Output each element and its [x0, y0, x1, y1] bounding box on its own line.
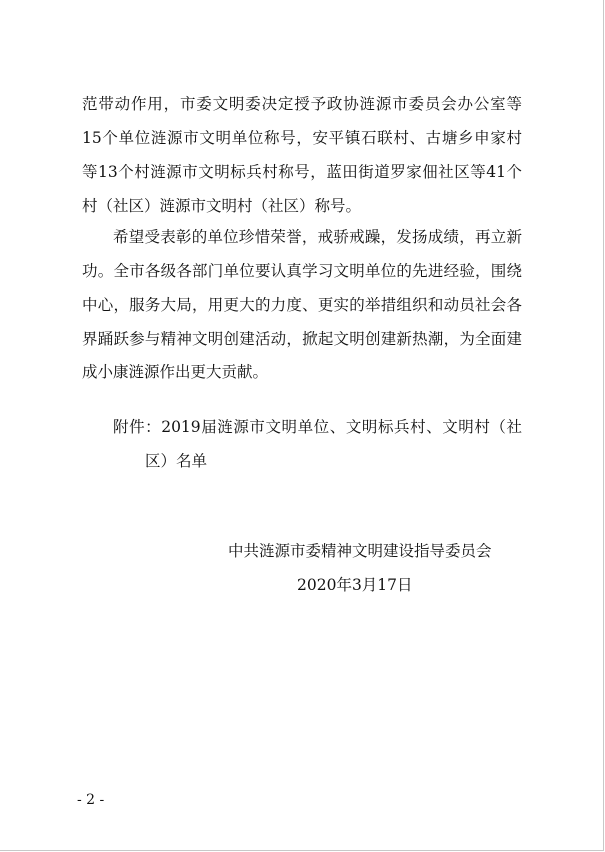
paragraph-1-line-4: 村（社区）涟源市文明村（社区）称号。: [82, 197, 362, 215]
attachment-line-2: 区）名单: [145, 452, 208, 470]
paragraph-2-line-2: 功。全市各级各部门单位要认真学习文明单位的先进经验，围绕: [82, 262, 522, 280]
paragraph-2-line-5: 成小康涟源作出更大贡献。: [82, 363, 269, 381]
paragraph-1-line-1: 范带动作用，市委文明委决定授予政协涟源市委员会办公室等: [82, 95, 522, 113]
paragraph-2-line-1: 希望受表彰的单位珍惜荣誉，戒骄戒躁，发扬成绩，再立新: [113, 228, 522, 246]
signature-organization: 中共涟源市委精神文明建设指导委员会: [228, 542, 492, 560]
paragraph-1-line-3: 等13个村涟源市文明标兵村称号，蓝田街道罗家佃社区等41个: [82, 163, 522, 181]
paragraph-1-line-2: 15个单位涟源市文明单位称号，安平镇石联村、古塘乡申家村: [82, 129, 522, 147]
paragraph-2-line-4: 界踊跃参与精神文明创建活动，掀起文明创建新热潮，为全面建: [82, 330, 522, 348]
paragraph-2-line-3: 中心，服务大局，用更大的力度、更实的举措组织和动员社会各: [82, 296, 522, 314]
page-number: - 2 -: [77, 792, 105, 808]
signature-date: 2020年3月17日: [297, 576, 413, 594]
attachment-line-1: 附件：2019届涟源市文明单位、文明标兵村、文明村（社: [113, 418, 522, 436]
